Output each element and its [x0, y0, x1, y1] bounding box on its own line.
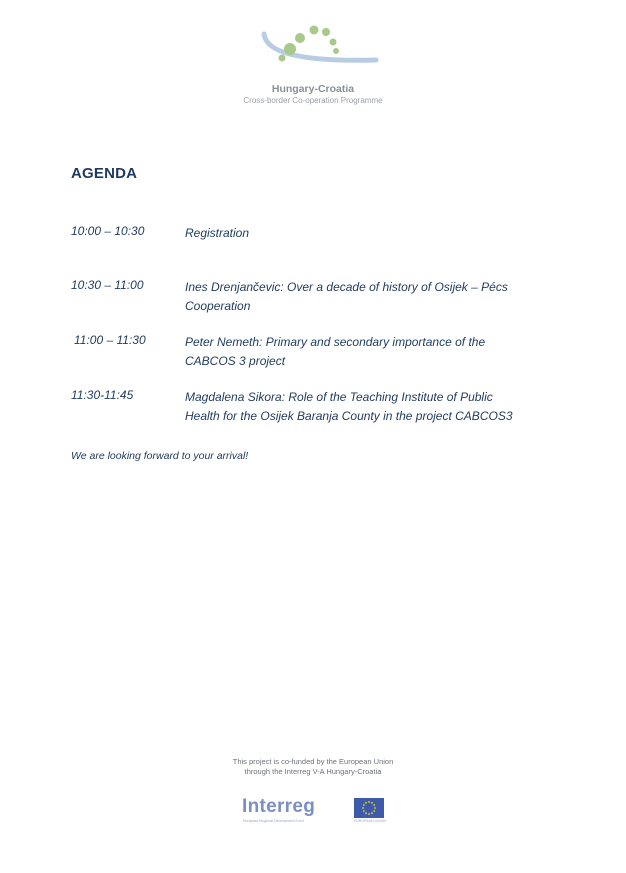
agenda-description-line: Health for the Osijek Baranja County in the project CABCOS3	[185, 409, 513, 423]
interreg-logo	[242, 796, 388, 828]
logo-title: Hungary-Croatia	[271, 83, 355, 95]
cofunding-note	[200, 757, 426, 777]
eu-flag-icon	[354, 798, 384, 818]
agenda-description	[185, 224, 565, 243]
agenda-description-line: Peter Nemeth: Primary and secondary importance of the	[185, 335, 486, 349]
interreg-wordmark: Interreg	[242, 796, 316, 817]
eu-label: EUROPEAN UNION	[354, 819, 386, 823]
cofunding-line: through the Interreg V-A Hungary-Croatia	[244, 767, 382, 776]
agenda-description-line: CABCOS 3 project	[185, 354, 286, 368]
agenda-description-line: Cooperation	[185, 299, 251, 313]
programme-logo	[238, 22, 388, 110]
logo-subtitle: Cross-border Co-operation Programme	[243, 96, 383, 105]
agenda-description	[185, 388, 565, 426]
agenda-description-line: Ines Drenjančevic: Over a decade of history of Osijek – Pécs	[185, 280, 508, 294]
cofunding-line: This project is co-funded by the European Union	[232, 757, 394, 766]
agenda-description	[185, 333, 565, 371]
agenda-description	[185, 278, 565, 316]
interreg-fund-text: European Regional Development Fund	[243, 819, 304, 823]
agenda-time: 11:30-11:45	[71, 388, 134, 402]
agenda-time: 11:00 – 11:30	[74, 333, 146, 347]
hungary-croatia-logo-icon	[238, 22, 388, 82]
agenda-description-line: Registration	[185, 226, 250, 240]
agenda-time: 10:00 – 10:30	[71, 224, 145, 238]
closing-note: We are looking forward to your arrival!	[71, 450, 249, 462]
agenda-description-line: Magdalena Sikora: Role of the Teaching Institute of Public	[185, 390, 493, 404]
agenda-heading: AGENDA	[71, 165, 138, 182]
agenda-time: 10:30 – 11:00	[71, 278, 144, 292]
